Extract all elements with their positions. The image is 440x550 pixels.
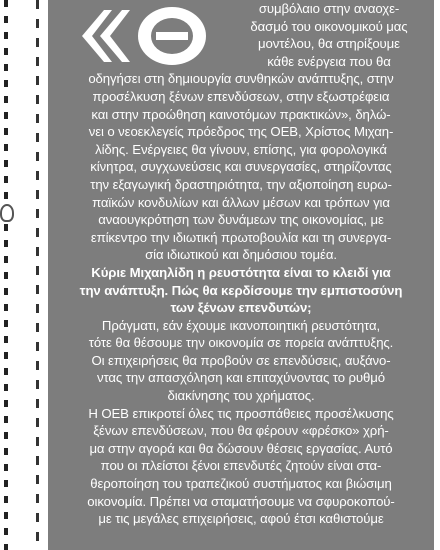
text-line: με τις μεγάλες επιχειρήσεις, αφού έτσι καθιστούμε bbox=[98, 511, 384, 527]
text-line: θεροποίηση του τραπεζικού συστήματος και βιώσιμη bbox=[90, 476, 392, 492]
question-line: την ανάπτυξη. Πώς θα κερδίσουμε την εμπιστοσύνη bbox=[79, 282, 403, 298]
text-line: Οι επιχειρήσεις θα προβούν σε επενδύσεις, αυξάνο- bbox=[91, 352, 391, 368]
text-line: Πράγματι, εάν έχουμε ικανοποιητική ρευστότητα, bbox=[101, 317, 381, 333]
text-line: παϊκών κονδυλίων και άλλων μέσων και τρόπων για bbox=[92, 194, 390, 210]
margin-dash-line bbox=[4, 0, 8, 550]
article-body bbox=[52, 0, 430, 528]
text-line: διακίνησης του χρήματος. bbox=[167, 388, 315, 404]
column-rule bbox=[36, 0, 39, 550]
text-line: οδηγήσει στη δημιουργία συνθηκών ανάπτυξης, στην bbox=[88, 71, 394, 87]
text-line: μοντέλου, θα στηρίξουμε bbox=[258, 36, 400, 52]
text-line: την εξαγωγική δραστηριότητα, την αξιοποίηση ευρω- bbox=[90, 176, 392, 192]
clip-mark bbox=[0, 204, 14, 222]
text-line: αναουγκρότηση των δυνάμεων της οικονομίας, με bbox=[98, 212, 384, 228]
text-line: συμβόλαιο στην αναοχε- bbox=[258, 1, 400, 16]
text-line: προσέλκυση ξένων επενδύσεων, στην εξωστρέφεια bbox=[92, 88, 390, 104]
text-line: οικονομία. Πρέπει να σταματήσουμε να σφυροκοπού- bbox=[87, 493, 395, 509]
question-line: Κύριε Μιχαηλίδη η ρευστότητα είναι το κλειδί για bbox=[91, 264, 391, 280]
text-line: λίδης. Ενέργειες θα γίνουν, επίσης, για φορολογικά bbox=[95, 141, 387, 157]
text-line: κάθε ενέργεια που θα bbox=[267, 53, 391, 69]
text-line: τότε θα θέσουμε την οικονομία σε πορεία ανάπτυξης. bbox=[88, 335, 394, 351]
text-line: δασμό του οικονομικού μας bbox=[250, 18, 408, 34]
text-line: και στην προώθηση καινοτόμων πρακτικών», δηλώ- bbox=[91, 106, 391, 122]
text-line: νει ο νεοεκλεγείς πρόεδρος της ΟΕΒ, Χρίστος Μιχαη- bbox=[88, 124, 394, 140]
question-line: των ξένων επενδυτών; bbox=[170, 300, 312, 316]
text-line: Η ΟΕΒ επικροτεί όλες τις προσπάθειες προσέλκυσης bbox=[88, 405, 394, 421]
text-line: που οι πλείστοι ξένοι επενδυτές ζητούν είναι στα- bbox=[100, 458, 382, 474]
text-line: σία ιδιωτικού και δημόσιου τομέα. bbox=[145, 247, 337, 263]
text-line: ντας την απασχόληση και επιταχύνοντας το ρυθμό bbox=[96, 370, 385, 386]
article-panel bbox=[48, 0, 434, 550]
text-line: επίκεντρο την ιδιωτική πρωτοβουλία και τη συνεργα- bbox=[90, 229, 392, 245]
text-line: ξένων επενδύσεων, που θα φέρουν «φρέσκο» χρή- bbox=[93, 423, 389, 439]
text-line: μα στην αγορά και θα δώσουν θέσεις εργασίας. Αυτό bbox=[89, 440, 393, 456]
text-line: κίνητρα, συγχωνεύσεις και συνεργασίες, στηρίζοντας bbox=[90, 159, 392, 175]
